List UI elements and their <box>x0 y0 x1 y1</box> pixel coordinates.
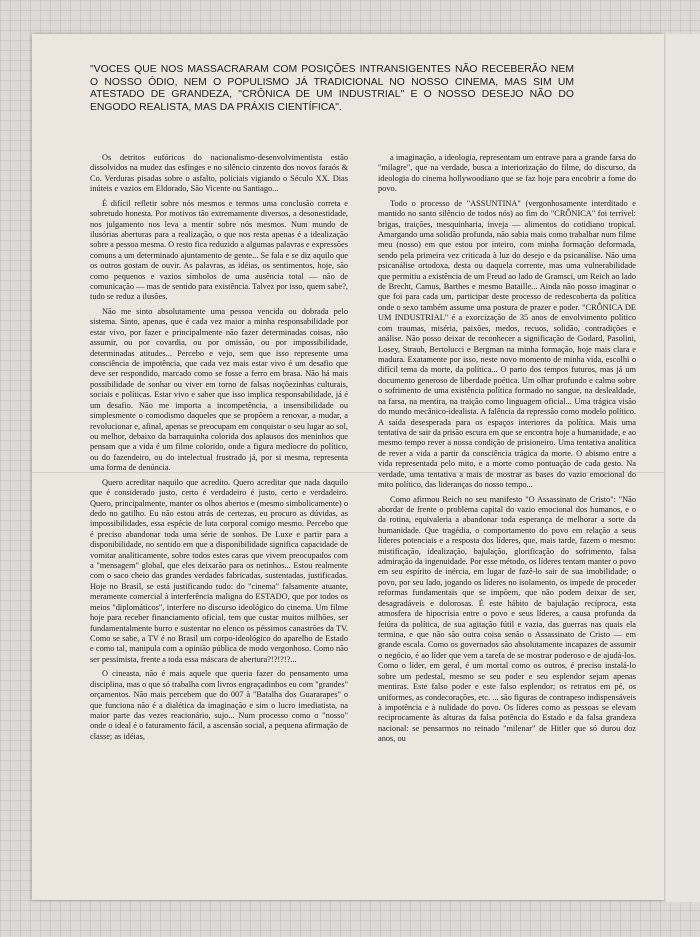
text-column-left <box>90 153 348 746</box>
epigraph-quote: "VOCES QUE NOS MASSACRARAM COM POSIÇÕES INTRANSIGENTES NÃO RECEBERÃO NEM O NOSSO ÓDIO, NEM O POPULISMO JÁ TRADICIONAL NO NOSSO CINEMA, MAS SIM UM ATESTADO DE GRANDEZA, "CRÔNICA DE UM INDUSTRIAL" E O NOSSO DESEJO NÃO DO ENGODO REALISTA, MAS DA PRÁXIS CIENTÍFICA". <box>90 64 574 113</box>
adjacent-page <box>667 34 700 902</box>
paragraph: Todo o processo de "ASSUNTINA" (vergonhosamente interditado e mantido no santo silêncio de todos nós) ao fim do "CRÔNICA" foi terrível: brigas, traições, mesquinharia, inveja — alimentos do cotidiano tropical. Amargando uma solidão profunda, não sabia mais como trabalhar num filme meu (nosso) em que estou por inteiro, com minha formação deformada, sendo pela primeira vez criticada à luz do desejo e da psicanálise. Não uma psicanálise ortodoxa, desta ou daquela corrente, mas uma vulnerabilidade que permitiu a existência de um Freud ao lado de Gramsci, um Reich ao lado de Brecht, Camus, Barthes e mesmo Bataille... Ainda não posso imaginar o que foi para cada um, participar deste processo de redescoberta da política onde o sexo também assume uma postura de prazer e poder. "CRÔNICA DE UM INDUSTRIAL" é a exorcização de 35 anos de envolvimento político com traumas, miséria, paixões, medos, recuos, solidão, contradições e análise. Não posso deixar de reconhecer a significação de Godard, Pasolini, Losey, Straub, Bertolucci e Bergman na minha formação, hoje mais clara e madura. Exatamente por isso, neste novo momento de minha vida, escolhi o difícil tema da morte, da política... O parto dos tempos futuros, mas já um documento generoso de liberdade poética. Um olhar profundo e calmo sobre o sofrimento de uma existência política formado no sangue, na deslealdade, na farsa, na mentira, na traição como linguagem oficial... Uma trágica visão do mundo mecânico-idealista. A falência da repressão como modelo político. A saída desesperada para os espaços interiores da política. Mais uma tentativa de sair da prisão escura em que se encontra hoje a humanidade, e ao mesmo tempo rever a nossa condição de prisioneiro. Uma tentativa analítica de rever a vida a partir da consciência trágica da morte. O abismo entre a vida representada pelo mito, e a morte como pontuação de cada gesto. Na verdade, uma tentativa a mais de mostrar as bases do vazio emocional do mito político, das lideranças do nosso tempo... <box>378 198 636 490</box>
paragraph: Como afirmou Reich no seu manifesto "O Assassinato de Cristo": "Não abordar de frente o problema capital do vazio emocional dos humanos, e o da rotina, equivaleria a abandonar toda esperança de melhorar a sorte da humanidade. Que tragédia, o comportamento do povo em relação a seus líderes potenciais e a resposta dos líderes, que, mais tarde, fazem o mesmo: mistificação, idealização, bajulação, glorificação do sofrimento, falsa admiração da ingenuidade. Por esse método, os líderes tentam manter o povo em seu espírito de inércia, em lugar de fazê-lo sair de sua imobilidade; o povo, por seu lado, jogando os líderes no isolamento, os impede de proceder reformas fundamentais que se impõem, que não podem deixar de ser, desagradáveis e dolorosas. É este hábito de bajulação recíproca, esta atmosfera de hipocrisia entre o povo e seus líderes, a causa profunda da feiúra da política, de sua agitação fútil e vazia, das guerras nas quais ela termina, e que não são outra coisa senão o Assassinato de Cristo — em grande escala. Como os governados são absolutamente incapazes de assumir o negócio, é ao líder que vem a tarefa de se mostrar poderoso e de ajudá-los. Como o líder, em geral, é um mortal como os outros, é preciso instalá-lo sobre um pedestal, mesmo se seu poder e seu esplendor sejam apenas mentiras. Este falso poder e este falso esplendor; os retratos em pé, os uniformes, as condecorações, etc. ... são figuras de contrapeso indispensáveis à impotência e à nulidade do povo. Os líderes como as pessoas se elevam reciprocamente às alturas da falsa potência do Estado e da falsa grandeza nacional: se pensarmos no reinado "milenar" de Hitler que só durou doz anos, ou <box>378 494 636 744</box>
paragraph: É difícil refletir sobre nós mesmos e termos uma conclusão correta e sobretudo honesta. Por motivos tão extremamente diversos, a desonestidade, nos julgamento nos leva a mentir sobre nós mesmos. Num mundo de ilusórias aberturas para a realização, o que nos resta apenas é a idealização sobre a pessoa mesma. O resto fica reduzido a algumas palavras e expressões comuns a um determinado ajuntamento de gente... Se fala e se diz aquilo que os outros gostam de ouvir. As palavras, as idéias, os sentimentos, hoje, são como pequenos e vazios símbolos de uma ausência total — não de comunicação — mas de sentido para existência. Talvez por isso, quem sabe?, tudo se reduz a ilusões. <box>90 198 348 302</box>
paragraph: Não me sinto absolutamente uma pessoa vencida ou dobrada pelo sistema. Sinto, apenas, que é cada vez maior a minha responsabilidade por estar vivo, por fazer e principalmente não fazer determinadas coisas, não assumir, ou por covardia, ou por omissão, ou por impossibilidade, determinadas atitudes... Percebo e vejo, sem que isso represente uma consciência de impotência, que cada vez mais estar vivo é um desafio que deve ser respondido, marcado como se fosse a ferro em brasa. Não há mais possibilidade de sonhar ou viver em torno de falsas noçõezinhas culturais, sociais e políticas. Estar vivo e saber que isso implica responsabilidade, já é um desafio. Não me importa a incompetência, a insensibilidade ou simplesmente o comodismo daqueles que se propõem a renovar, a mudar, a revolucionar e, afinal, apenas se preocupam em conquistar o seu lugar ao sol, ou melhor, debaixo da barraquinha colorida dos aplausos dos meninhos que pensam que a vida é um filme colorido, onde a figura medíocre do político, ou do fazendeiro, ou do intelectual frustrado já, por si mesma, representa uma forma de denúncia. <box>90 306 348 473</box>
text-column-right <box>378 153 636 749</box>
paragraph: Os detritos eufóricos do nacionalismo-desenvolvimentista estão dissolvidos na mudez das esfinges e no silêncio cinzento dos novos faraós & Co. Verduras pisadas sobre o asfalto, policiais vigiando o Século XX. Dias inúteis e vazios em Eldorado, São Vicente ou Santiago... <box>90 153 348 194</box>
paragraph: Quero acreditar naquilo que acredito. Quero acreditar que nada daquilo que é considerado justo, certo é verdadeiro é justo, certo e verdadeiro. Quero, principalmente, manter os olhos abertos e (mesmo simbolicamente) o dedo no gatilho. Eu não estou atrás de certezas, eu procuro as dúvidas, as impossibilidades, essa espécie de luta corporal comigo mesmo. Percebo que é preciso abandonar toda uma série de sonhos. De Luxe e partir para a disponibilidade, no sentido em que a disponibilidade significa capacidade de vomitar analiticamente, sobre todos estes caras que vivem preocupados com a "mensagem" global, que eles deixarão para os netinhos... Estou realmente com o saco cheio das grandes verdades fabricadas, sustentadas, justificadas. Hoje no Brasil, se está justificando tudo: do "cinema" falsamente atuante, meramente comercial à interferência maligna do ESTADO, que por todos os meios "diplomáticos", interfere no discurso ideológico do cinema. Um filme hoje para receber financiamento oficial, tem que custar muitos milhões, ser fundamentalmente burro e sustentar no elenco os péssimos canastrões da TV. Como se sabe, a TV é no Brasil um corpo-ideológico do aparelho de Estado e como tal, manipula com a opinião pública de modo vergonhoso. Como não ser pessimista, frente a toda essa máscara de abertura?!?!?!?... <box>90 477 348 664</box>
paragraph: O cineasta, não é mais aquele que queria fazer do pensamento uma disciplina, mas o que só trabalha com livros engraçadinhos eu com "grandes" orçamentos. Não mais percebem que do 007 à "Batalha dos Guararapes" o que funciona não é a dialética da imaginação e sim o lucro imediatista, na maior parte das vezes reacionário, sujo... Num processo como o "nosso" onde o ideal é o faturamento fácil, a ascensão social, a pequena afirmação de classe; as idéias, <box>90 669 348 741</box>
paragraph: a imaginação, a ideologia, representam um entrave para a grande farsa do "milagre", que na verdade, busca a interiorização do filme, do discurso, da ideologia do cinema hollywoodiano que se faz hoje para encobrir a fome do povo. <box>378 153 636 194</box>
